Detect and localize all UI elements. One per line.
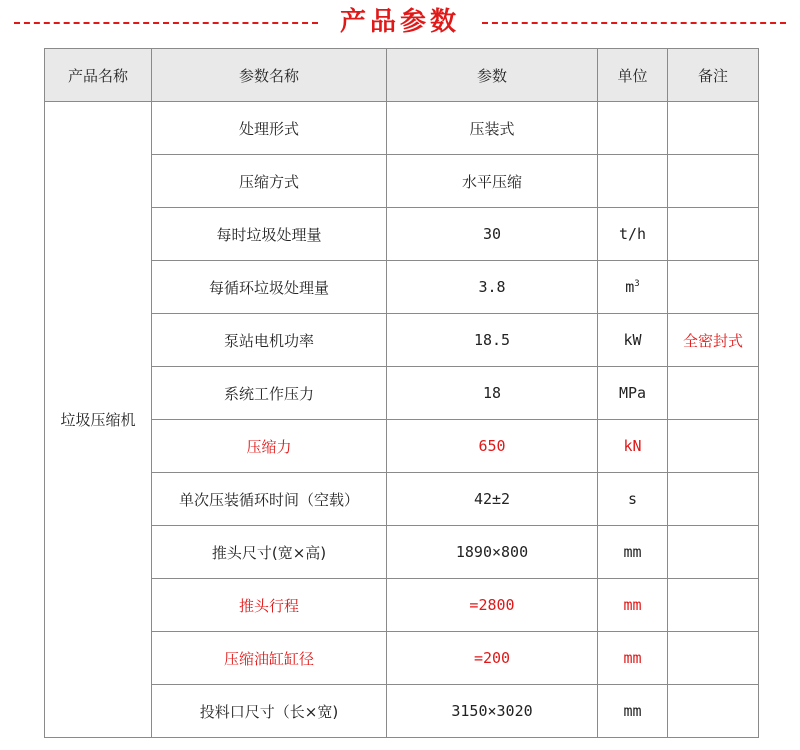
table-row bbox=[45, 155, 759, 208]
param-name-cell: 压缩力 bbox=[152, 420, 387, 473]
param-name-cell: 泵站电机功率 bbox=[152, 314, 387, 367]
note-cell bbox=[668, 526, 759, 579]
note-cell bbox=[668, 155, 759, 208]
unit-cell bbox=[598, 685, 668, 738]
param-name-cell: 投料口尺寸（长×宽) bbox=[152, 685, 387, 738]
table-row bbox=[45, 208, 759, 261]
unit-cell bbox=[598, 632, 668, 685]
param-value-cell: 650 bbox=[387, 420, 598, 473]
param-value-cell: 18.5 bbox=[387, 314, 598, 367]
table-row bbox=[45, 632, 759, 685]
unit-cell bbox=[598, 367, 668, 420]
table-row bbox=[45, 685, 759, 738]
unit-superscript: 3 bbox=[634, 279, 640, 289]
note-cell bbox=[668, 367, 759, 420]
unit-text: kW bbox=[623, 331, 642, 349]
unit-cell bbox=[598, 102, 668, 155]
param-name-cell: 每时垃圾处理量 bbox=[152, 208, 387, 261]
param-value-cell: 压装式 bbox=[387, 102, 598, 155]
unit-cell bbox=[598, 579, 668, 632]
param-name-cell: 每循环垃圾处理量 bbox=[152, 261, 387, 314]
note-cell bbox=[668, 685, 759, 738]
header-product-name: 产品名称 bbox=[45, 49, 152, 102]
param-value-cell: =2800 bbox=[387, 579, 598, 632]
table-row bbox=[45, 473, 759, 526]
unit-text: mm bbox=[623, 649, 642, 667]
title-bar bbox=[0, 0, 800, 46]
parameter-table bbox=[44, 48, 759, 738]
product-name-cell: 垃圾压缩机 bbox=[45, 102, 152, 738]
param-value-cell: 42±2 bbox=[387, 473, 598, 526]
unit-text: mm bbox=[623, 543, 642, 561]
param-name-cell: 处理形式 bbox=[152, 102, 387, 155]
title-divider-right bbox=[482, 22, 786, 24]
note-cell: 全密封式 bbox=[668, 314, 759, 367]
table-row bbox=[45, 526, 759, 579]
note-cell bbox=[668, 208, 759, 261]
note-cell bbox=[668, 261, 759, 314]
table-row bbox=[45, 420, 759, 473]
table-row bbox=[45, 102, 759, 155]
param-name-cell: 推头尺寸(宽×高) bbox=[152, 526, 387, 579]
unit-cell bbox=[598, 208, 668, 261]
unit-cell bbox=[598, 473, 668, 526]
param-name-cell: 单次压装循环时间（空载） bbox=[152, 473, 387, 526]
unit-text: mm bbox=[623, 702, 642, 720]
param-value-cell: 1890×800 bbox=[387, 526, 598, 579]
header-note: 备注 bbox=[668, 49, 759, 102]
unit-cell bbox=[598, 155, 668, 208]
unit-cell bbox=[598, 261, 668, 314]
param-value-cell: 30 bbox=[387, 208, 598, 261]
table-row bbox=[45, 261, 759, 314]
param-name-cell: 推头行程 bbox=[152, 579, 387, 632]
note-cell bbox=[668, 420, 759, 473]
header-unit: 单位 bbox=[598, 49, 668, 102]
unit-text: t/h bbox=[618, 225, 647, 243]
param-value-cell: 3150×3020 bbox=[387, 685, 598, 738]
page-title: 产品参数 bbox=[339, 7, 460, 37]
table-row bbox=[45, 579, 759, 632]
unit-text: MPa bbox=[618, 384, 647, 402]
param-value-cell: 水平压缩 bbox=[387, 155, 598, 208]
param-name-cell: 压缩方式 bbox=[152, 155, 387, 208]
table-body bbox=[45, 102, 759, 738]
title-divider-left bbox=[14, 22, 318, 24]
param-name-cell: 压缩油缸缸径 bbox=[152, 632, 387, 685]
note-cell bbox=[668, 579, 759, 632]
unit-text: kN bbox=[623, 437, 642, 455]
header-param-name: 参数名称 bbox=[152, 49, 387, 102]
param-value-cell: 18 bbox=[387, 367, 598, 420]
param-name-cell: 系统工作压力 bbox=[152, 367, 387, 420]
table-row bbox=[45, 314, 759, 367]
unit-cell bbox=[598, 420, 668, 473]
unit-cell bbox=[598, 314, 668, 367]
header-param-value: 参数 bbox=[387, 49, 598, 102]
unit-text: m bbox=[625, 278, 635, 296]
note-cell bbox=[668, 102, 759, 155]
param-value-cell: 3.8 bbox=[387, 261, 598, 314]
param-value-cell: =200 bbox=[387, 632, 598, 685]
table-header-row bbox=[45, 49, 759, 102]
unit-text: s bbox=[627, 490, 638, 508]
table-row bbox=[45, 367, 759, 420]
unit-text: mm bbox=[623, 596, 642, 614]
note-cell bbox=[668, 632, 759, 685]
note-cell bbox=[668, 473, 759, 526]
unit-cell bbox=[598, 526, 668, 579]
